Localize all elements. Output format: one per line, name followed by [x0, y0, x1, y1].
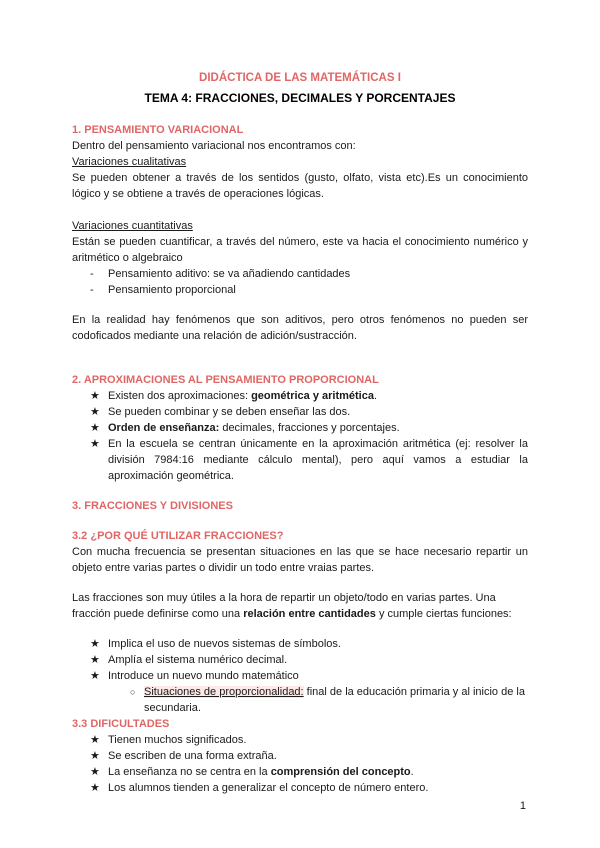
list-item: ★ La enseñanza no se centra en la comprensión del concepto.	[90, 766, 414, 778]
star-icon: ★	[90, 390, 100, 402]
list-item: ★ Existen dos aproximaciones: geométrica y aritmética.	[90, 390, 378, 402]
dash-marker: -	[90, 268, 94, 280]
section-3-3-heading: 3.3 DIFICULTADES	[72, 718, 170, 730]
page-number: 1	[519, 800, 526, 812]
document-page	[72, 70, 528, 796]
list-item: ★ Se pueden combinar y se deben enseñar las dos.	[90, 406, 351, 418]
qualitative-text: Se pueden obtener a través de los sentidos (gusto, olfato, vista etc).Es un conocimiento lógico y se obtiene a través de operaciones lógicas.	[72, 172, 528, 200]
star-icon: ★	[90, 734, 100, 746]
list-item: ★ Introduce un nuevo mundo matemático	[90, 670, 299, 682]
section-3-2-list	[72, 636, 528, 684]
list-item: ★ Los alumnos tienden a generalizar el concepto de número entero.	[90, 782, 429, 794]
section-3-2-para2: Las fracciones son muy útiles a la hora de repartir un objeto/todo en varias partes. Una fracción puede definirse como una relación entre cantidades y cumple ciertas funciones:	[72, 592, 512, 620]
list-item: ★ Tienen muchos significados.	[90, 734, 247, 746]
section-3-2-para1: Con mucha frecuencia se presentan situaciones en las que se hace necesario repartir un objeto entre varias partes o dividir un todo entre vraias partes.	[72, 546, 528, 574]
section-3-3-list	[72, 732, 528, 796]
section-1-intro: Dentro del pensamiento variacional nos encontramos con:	[72, 140, 356, 152]
list-item: - Pensamiento proporcional	[90, 284, 236, 296]
highlighted-text: Situaciones de proporcionalidad:	[144, 686, 304, 698]
list-item: ○ Situaciones de proporcionalidad: final de la educación primaria y al inicio de la secundaria.	[130, 686, 525, 714]
section-1-closing: En la realidad hay fenómenos que son aditivos, pero otros fenómenos no pueden ser codoficados mediante una relación de adición/sustracción.	[72, 314, 528, 342]
topic-title: TEMA 4: FRACCIONES, DECIMALES Y PORCENTAJES	[144, 91, 456, 105]
section-1-heading: 1. PENSAMIENTO VARIACIONAL	[72, 124, 244, 136]
section-2-list	[72, 388, 528, 484]
course-title: DIDÁCTICA DE LAS MATEMÁTICAS I	[199, 72, 401, 84]
quantitative-title: Variaciones cuantitativas	[72, 220, 193, 232]
dash-marker: -	[90, 284, 94, 296]
star-icon: ★	[90, 782, 100, 794]
qualitative-title: Variaciones cualitativas	[72, 156, 187, 168]
list-item: ★ Se escriben de una forma extraña.	[90, 750, 277, 762]
list-item: ★ Orden de enseñanza: decimales, fracciones y porcentajes.	[90, 422, 400, 434]
section-3-heading: 3. FRACCIONES Y DIVISIONES	[72, 500, 233, 512]
star-icon: ★	[90, 422, 100, 434]
star-icon: ★	[90, 750, 100, 762]
star-icon: ★	[90, 406, 100, 418]
list-item: ★ En la escuela se centran únicamente en la aproximación aritmética (ej: resolver la división 7984:16 mediante cálculo mental), pero aquí vamos a estudiar la aproximación geométrica.	[90, 438, 528, 482]
section-2-heading: 2. APROXIMACIONES AL PENSAMIENTO PROPORCIONAL	[72, 374, 379, 386]
circle-bullet-icon: ○	[130, 687, 136, 697]
star-icon: ★	[90, 654, 100, 666]
star-icon: ★	[90, 438, 100, 450]
quantitative-list	[72, 266, 528, 298]
section-3-2-sublist	[72, 684, 528, 716]
list-item: ★ Implica el uso de nuevos sistemas de símbolos.	[90, 638, 341, 650]
star-icon: ★	[90, 638, 100, 650]
quantitative-text: Están se pueden cuantificar, a través del número, este va hacia el conocimiento numérico y aritmético o algebraico	[72, 236, 528, 264]
section-3-2-heading: 3.2 ¿POR QUÉ UTILIZAR FRACCIONES?	[72, 530, 284, 542]
list-item: ★ Amplía el sistema numérico decimal.	[90, 654, 288, 666]
star-icon: ★	[90, 670, 100, 682]
list-item: - Pensamiento aditivo: se va añadiendo cantidades	[90, 268, 351, 280]
star-icon: ★	[90, 766, 100, 778]
